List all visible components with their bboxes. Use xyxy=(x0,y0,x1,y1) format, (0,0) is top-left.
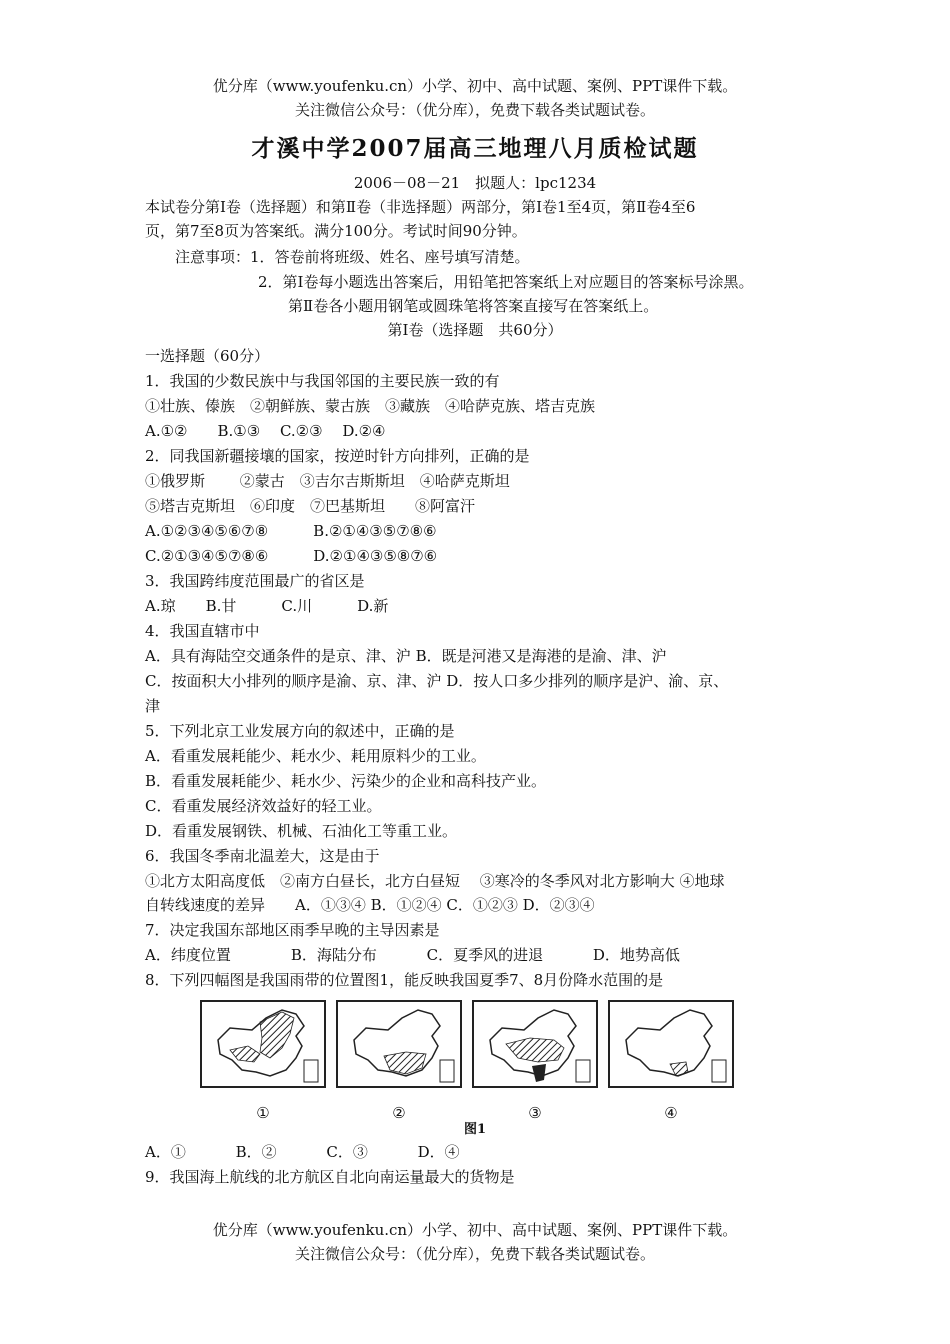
section-heading: 第Ⅰ卷（选择题 共60分） xyxy=(387,321,563,339)
exam-meta: 2006－08－21 拟题人：lpc1234 xyxy=(353,174,597,192)
question-3-choices: A.琼 B.甘 C.川 D.新 xyxy=(145,597,389,615)
question-1-options: ①壮族、傣族 ②朝鲜族、蒙古族 ③藏族 ④哈萨克族、塔吉克族 xyxy=(145,397,596,415)
notice-2: 2．第Ⅰ卷每小题选出答案后，用铅笔把答案纸上对应题目的答案标号涂黑。 xyxy=(258,273,754,291)
header-line-2: 关注微信公众号：（优分库），免费下载各类试题试卷。 xyxy=(294,101,655,119)
question-9: 9．我国海上航线的北方航区自北向南运量最大的货物是 xyxy=(145,1168,515,1186)
question-7: 7．决定我国东部地区雨季早晚的主导因素是 xyxy=(145,921,440,939)
map-label-4: ④ xyxy=(664,1104,678,1122)
question-8: 8．下列四幅图是我国雨带的位置图1，能反映我国夏季7、8月份降水范围的是 xyxy=(145,971,664,989)
question-7-choices: A．纬度位置 B．海陆分布 C．夏季风的进退 D．地势高低 xyxy=(145,946,680,964)
notice-1: 注意事项：1．答卷前将班级、姓名、座号填写清楚。 xyxy=(175,248,530,266)
question-4-choices-cd: C．按面积大小排列的顺序是渝、京、津、沪 D．按人口多少排列的顺序是沪、渝、京、 xyxy=(145,672,729,690)
figure-caption: 图1 xyxy=(463,1122,487,1137)
question-6-choices: 自转线速度的差异 A．①③④ B．①②④ C．①②③ D．②③④ xyxy=(145,896,595,914)
rain-belt-map-1 xyxy=(200,1000,326,1100)
footer-line-2: 关注微信公众号：（优分库），免费下载各类试题试卷。 xyxy=(294,1245,655,1263)
question-8-choices: A．① B．② C．③ D．④ xyxy=(145,1143,460,1161)
question-6-options: ①北方太阳高度低 ②南方白昼长，北方白昼短 ③寒冷的冬季风对北方影响大 ④地球 xyxy=(145,872,725,890)
question-4-choices-ab: A．具有海陆空交通条件的是京、津、沪 B．既是河港又是海港的是渝、津、沪 xyxy=(145,647,667,665)
question-6: 6．我国冬季南北温差大，这是由于 xyxy=(145,847,380,865)
rain-belt-map-3 xyxy=(472,1000,598,1100)
question-5: 5．下列北京工业发展方向的叙述中，正确的是 xyxy=(145,722,455,740)
rain-belt-map-2 xyxy=(336,1000,462,1100)
question-2: 2．同我国新疆接壤的国家，按逆时针方向排列，正确的是 xyxy=(145,447,530,465)
map-label-3: ③ xyxy=(528,1104,542,1122)
rain-belt-map-4 xyxy=(608,1000,734,1100)
question-4-choices-cont: 津 xyxy=(145,697,161,715)
question-2-options-a: ①俄罗斯 ②蒙古 ③吉尔吉斯斯坦 ④哈萨克斯坦 xyxy=(145,472,510,490)
question-4: 4．我国直辖市中 xyxy=(145,622,260,640)
question-2-choices-cd: C.②①③④⑤⑦⑧⑥ D.②①④③⑤⑧⑦⑥ xyxy=(145,547,438,565)
question-5-choice-d: D．看重发展钢铁、机械、石油化工等重工业。 xyxy=(145,822,458,840)
intro-line-2: 页，第7至8页为答案纸。满分100分。考试时间90分钟。 xyxy=(145,222,527,240)
intro-line-1: 本试卷分第Ⅰ卷（选择题）和第Ⅱ卷（非选择题）两部分，第Ⅰ卷1至4页，第Ⅱ卷4至6 xyxy=(145,198,696,216)
question-2-options-b: ⑤塔吉克斯坦 ⑥印度 ⑦巴基斯坦 ⑧阿富汗 xyxy=(145,497,476,515)
header-line-1: 优分库（www.youfenku.cn）小学、初中、高中试题、案例、PPT课件下载。 xyxy=(212,77,738,95)
question-5-choice-c: C．看重发展经济效益好的轻工业。 xyxy=(145,797,382,815)
question-1-choices: A.①② B.①③ C.②③ D.②④ xyxy=(145,422,386,440)
map-label-2: ② xyxy=(392,1104,406,1122)
question-5-choice-b: B．看重发展耗能少、耗水少、污染少的企业和高科技产业。 xyxy=(145,772,547,790)
question-3: 3．我国跨纬度范围最广的省区是 xyxy=(145,572,365,590)
figure-1-maps xyxy=(200,1000,740,1120)
footer-line-1: 优分库（www.youfenku.cn）小学、初中、高中试题、案例、PPT课件下载。 xyxy=(212,1221,738,1239)
notice-3: 第Ⅱ卷各小题用钢笔或圆珠笔将答案直接写在答案纸上。 xyxy=(288,297,659,315)
question-1: 1．我国的少数民族中与我国邻国的主要民族一致的有 xyxy=(145,372,500,390)
page-title: 才溪中学2007届高三地理八月质检试题 xyxy=(251,135,699,162)
part-heading: 一选择题（60分） xyxy=(145,347,270,365)
question-2-choices-ab: A.①②③④⑤⑥⑦⑧ B.②①④③⑤⑦⑧⑥ xyxy=(145,522,437,540)
question-5-choice-a: A．看重发展耗能少、耗水少、耗用原料少的工业。 xyxy=(145,747,486,765)
map-label-1: ① xyxy=(256,1104,270,1122)
